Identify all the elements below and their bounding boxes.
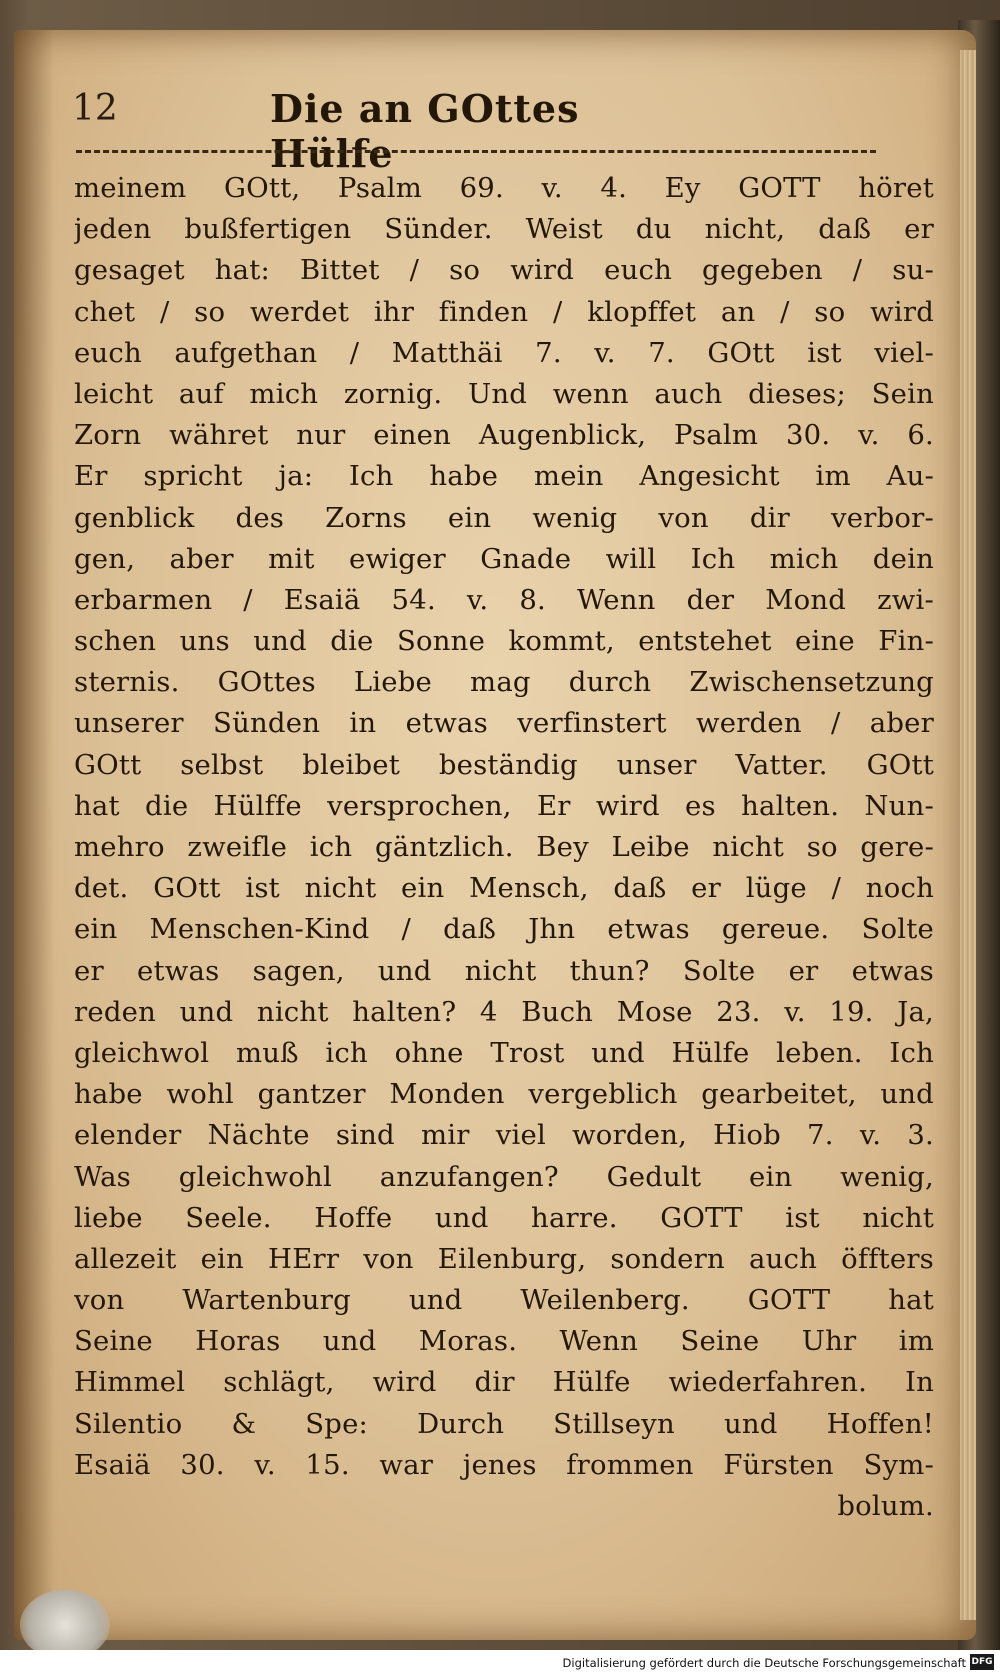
text-line: sternis. GOttes Liebe mag durch Zwischensetzung [74, 666, 934, 699]
text-line: elender Nächte sind mir viel worden, Hiob 7. v. 3. [74, 1119, 934, 1152]
page-number: 12 [72, 88, 118, 129]
text-line: von Wartenburg und Weilenberg. GOTT hat [74, 1284, 934, 1317]
text-line: GOtt selbst bleibet beständig unser Vatter. GOtt [74, 748, 934, 781]
running-head: Die an GOttes Hülfe [270, 86, 580, 176]
text-line: allezeit ein HErr von Eilenburg, sondern auch öffters [74, 1242, 934, 1275]
text-line: schen uns und die Sonne kommt, entstehet eine Fin- [74, 625, 934, 658]
text-line: genblick des Zorns ein wenig von dir verbor- [74, 501, 934, 534]
binding-shadow [14, 30, 54, 1640]
text-line: meinem GOtt, Psalm 69. v. 4. Ey GOTT höret [74, 172, 934, 204]
text-line: euch aufgethan / Matthäi 7. v. 7. GOtt ist viel- [74, 336, 934, 369]
text-line: det. GOtt ist nicht ein Mensch, daß er lüge / noch [74, 872, 934, 905]
body-text [74, 168, 934, 1527]
text-line: Er spricht ja: Ich habe mein Angesicht im Au- [74, 460, 934, 493]
text-line: gen, aber mit ewiger Gnade will Ich mich dein [74, 542, 934, 575]
dfg-logo: DFG [970, 1654, 994, 1670]
text-line: Zorn währet nur einen Augenblick, Psalm 30. v. 6. [74, 419, 934, 452]
header-rule [76, 150, 876, 153]
text-line: leicht auf mich zornig. Und wenn auch dieses; Sein [74, 377, 934, 410]
text-line: unserer Sünden in etwas verfinstert werden / aber [74, 707, 934, 740]
text-line: erbarmen / Esaiä 54. v. 8. Wenn der Mond zwi- [74, 583, 934, 616]
text-line: Seine Horas und Moras. Wenn Seine Uhr im [74, 1325, 934, 1358]
text-line: gleichwol muß ich ohne Trost und Hülfe leben. Ich [74, 1036, 934, 1069]
text-line: Himmel schlägt, wird dir Hülfe wiederfahren. In [74, 1366, 934, 1399]
text-line: jeden bußfertigen Sünder. Weist du nicht, daß er [74, 213, 934, 246]
text-line: mehro zweifle ich gäntzlich. Bey Leibe nicht so gere- [74, 831, 934, 863]
text-line: hat die Hülffe versprochen, Er wird es halten. Nun- [74, 789, 934, 822]
text-line: chet / so werdet ihr finden / klopffet an / so wird [74, 295, 934, 328]
text-line: Silentio & Spe: Durch Stillseyn und Hoffen! [74, 1407, 934, 1440]
text-line: ein Menschen-Kind / daß Jhn etwas gereue. Solte [74, 913, 934, 946]
text-line: gesaget hat: Bittet / so wird euch gegeben / su- [74, 254, 934, 287]
text-line: bolum. [837, 1490, 934, 1522]
text-line: Was gleichwohl anzufangen? Gedult ein wenig, [74, 1160, 934, 1193]
text-line: liebe Seele. Hoffe und harre. GOTT ist nicht [74, 1201, 934, 1234]
text-line: habe wohl gantzer Monden vergeblich gearbeitet, und [74, 1078, 934, 1111]
text-line: er etwas sagen, und nicht thun? Solte er etwas [74, 954, 934, 987]
funding-credit: Digitalisierung gefördert durch die Deutsche Forschungsgemeinschaft [562, 1656, 966, 1670]
text-line: Esaiä 30. v. 15. war jenes frommen Fürsten Sym- [74, 1448, 934, 1481]
text-line: reden und nicht halten? 4 Buch Mose 23. v. 19. Ja, [74, 995, 934, 1028]
page-block-edge [960, 50, 976, 1620]
